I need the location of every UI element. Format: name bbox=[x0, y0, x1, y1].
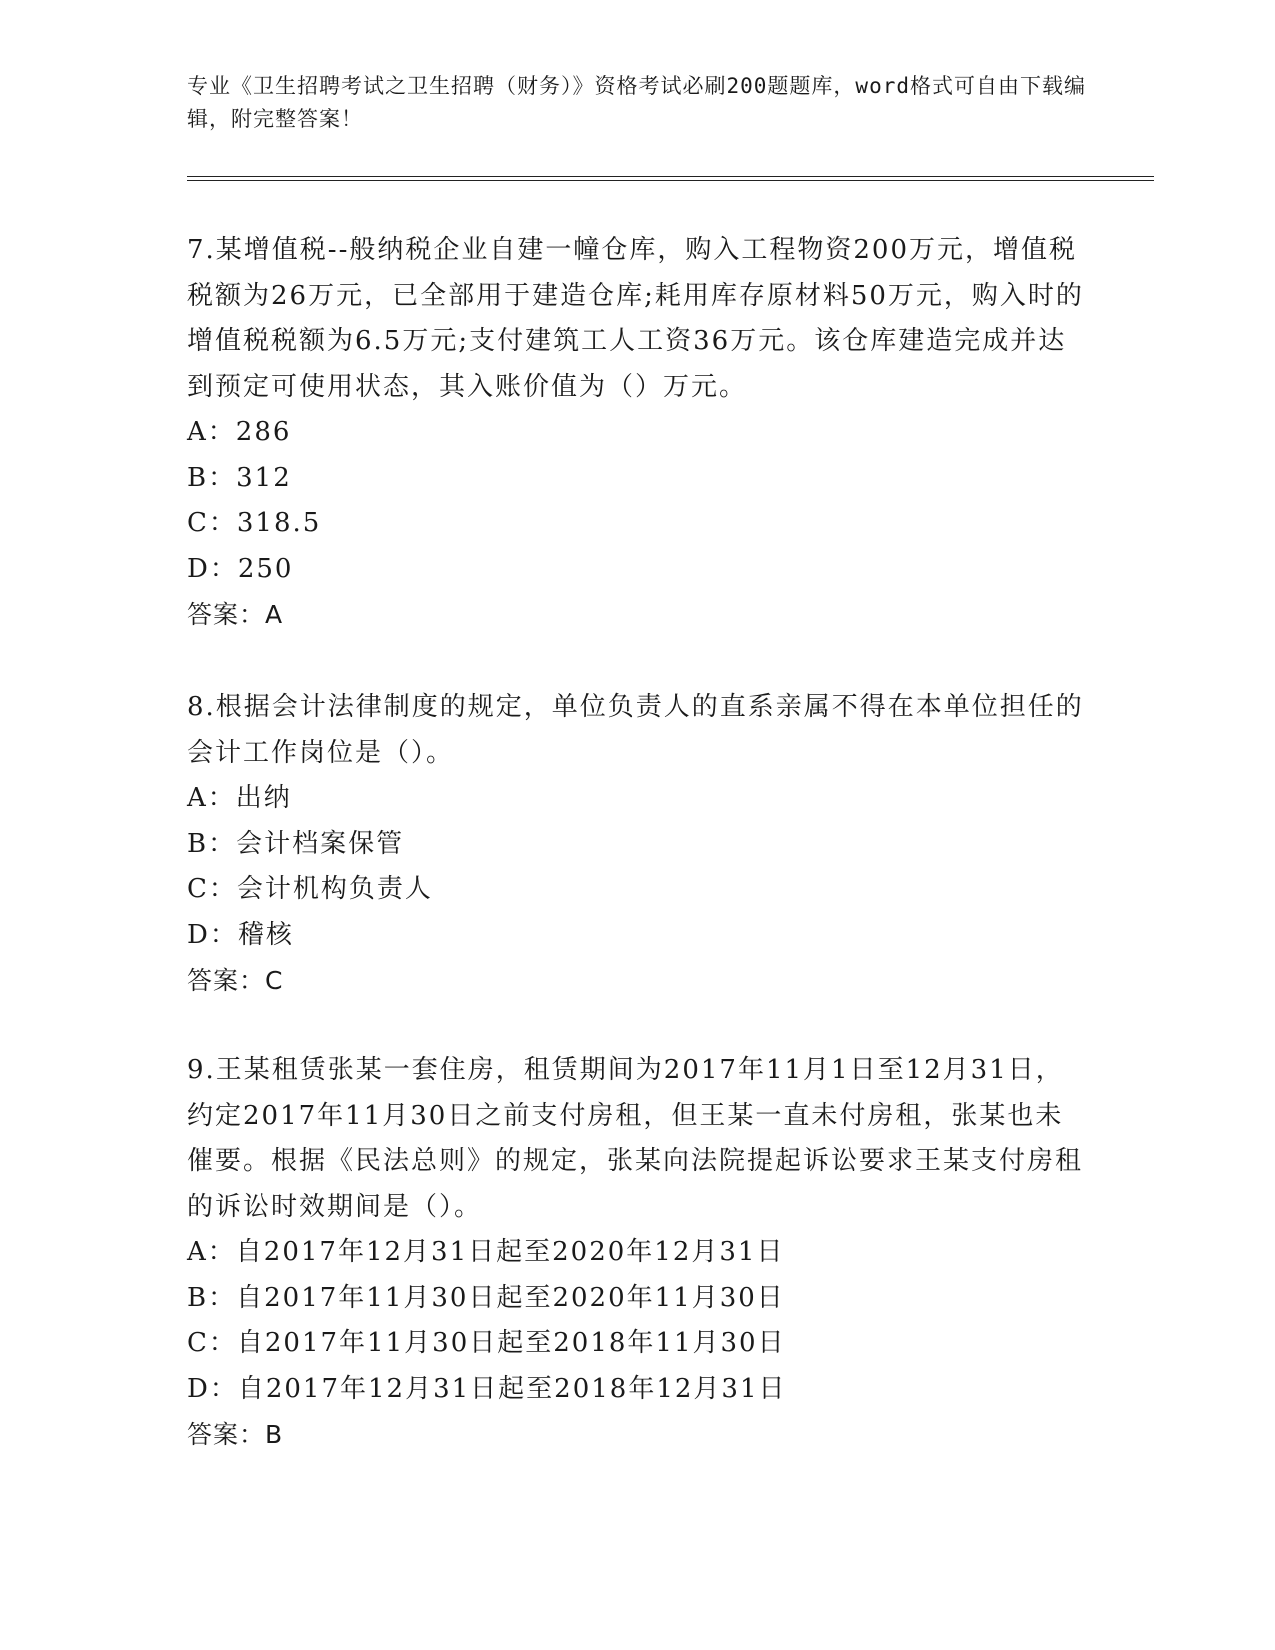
option-c: C：会计机构负责人 bbox=[187, 874, 433, 904]
option-a: A：自2017年12月31日起至2020年12月31日 bbox=[187, 1237, 785, 1267]
answer: 答案：C bbox=[187, 966, 284, 995]
question-8 bbox=[187, 685, 1087, 1004]
answer: 答案：B bbox=[187, 1420, 284, 1449]
option-d: D：250 bbox=[187, 553, 294, 584]
option-c: C：318.5 bbox=[187, 508, 322, 538]
question-9 bbox=[187, 1048, 1087, 1458]
option-b: B：会计档案保管 bbox=[187, 828, 405, 859]
question-stem: 7.某增值税--般纳税企业自建一幢仓库，购入工程物资200万元，增值税税额为26万元，已全部用于建造仓库;耗用库存原材料50万元，购入时的增值税税额为6.5万元;支付建筑工人工资36万元。该仓库建造完成并达到预定可使用状态，其入账价值为（）万元。 bbox=[187, 235, 1084, 402]
option-b: B：自2017年11月30日起至2020年11月30日 bbox=[187, 1282, 785, 1313]
option-a: A：出纳 bbox=[187, 783, 292, 813]
question-stem: 8.根据会计法律制度的规定，单位负责人的直系亲属不得在本单位担任的会计工作岗位是（）。 bbox=[187, 692, 1084, 768]
header-divider bbox=[187, 176, 1154, 181]
option-a: A：286 bbox=[187, 417, 292, 447]
question-7 bbox=[187, 228, 1087, 638]
option-d: D：稽核 bbox=[187, 919, 294, 950]
option-d: D：自2017年12月31日起至2018年12月31日 bbox=[187, 1373, 787, 1404]
option-b: B：312 bbox=[187, 462, 292, 493]
answer: 答案：A bbox=[187, 600, 284, 629]
option-c: C：自2017年11月30日起至2018年11月30日 bbox=[187, 1328, 786, 1358]
document-header: 专业《卫生招聘考试之卫生招聘（财务）》资格考试必刷200题题库，word格式可自由下载编辑，附完整答案！ bbox=[187, 74, 1086, 131]
question-stem: 9.王某租赁张某一套住房，租赁期间为2017年11月1日至12月31日，约定2017年11月30日之前支付房租，但王某一直未付房租，张某也未催要。根据《民法总则》的规定，张某向法院提起诉讼要求王某支付房租的诉讼时效期间是（）。 bbox=[187, 1055, 1084, 1222]
